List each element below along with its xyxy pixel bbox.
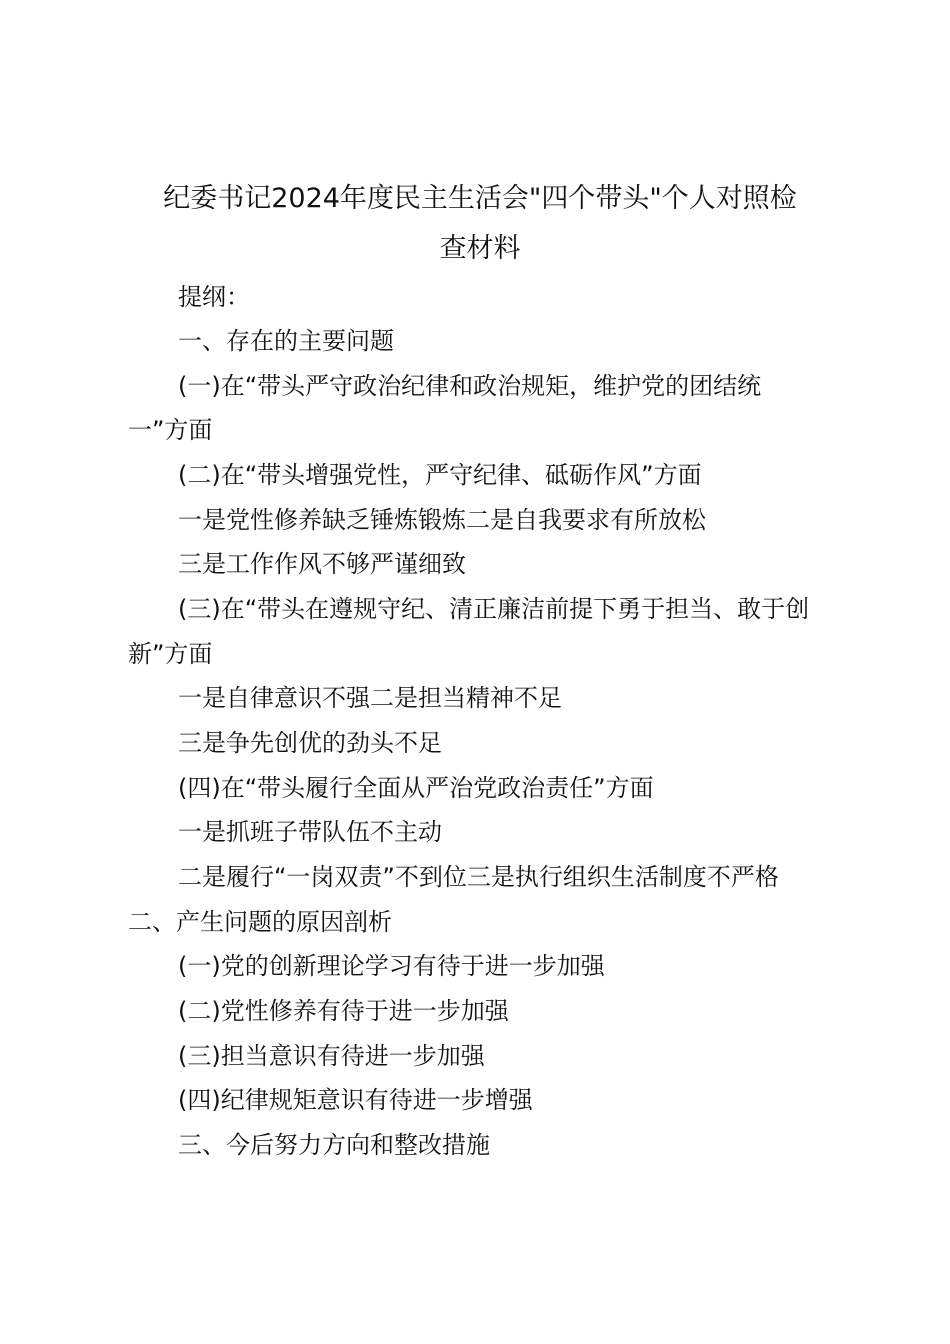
subsection-2-2: (二)党性修养有待于进一步加强	[178, 997, 509, 1025]
section-heading-2: 二、产生问题的原因剖析	[128, 908, 392, 936]
list-item: 二是履行“一岗双责”不到位三是执行组织生活制度不严格	[178, 863, 779, 891]
subsection-2-1: (一)党的创新理论学习有待于进一步加强	[178, 952, 605, 980]
document-title-line-2: 查材料	[439, 233, 521, 264]
document-title-line-1: 纪委书记2024年度民主生活会"四个带头"个人对照检	[163, 183, 797, 214]
list-item: 一是自律意识不强二是担当精神不足	[178, 684, 562, 712]
subsection-1-4: (四)在“带头履行全面从严治党政治责任”方面	[178, 774, 654, 802]
subsection-1-2: (二)在“带头增强党性，严守纪律、砥砺作风”方面	[178, 461, 702, 489]
list-item: 三是工作作风不够严谨细致	[178, 550, 466, 578]
subsection-2-4: (四)纪律规矩意识有待进一步增强	[178, 1086, 533, 1114]
section-heading-1: 一、存在的主要问题	[178, 327, 394, 355]
subsection-1-3: (三)在“带头在遵规守纪、清正廉洁前提下勇于担当、敢于创	[178, 595, 810, 623]
list-item: 三是争先创优的劲头不足	[178, 729, 442, 757]
section-heading-3: 三、今后努力方向和整改措施	[178, 1131, 490, 1159]
outline-label: 提纲：	[178, 283, 250, 311]
subsection-1-1: (一)在“带头严守政治纪律和政治规矩，维护党的团结统	[178, 372, 762, 400]
list-item: 一是抓班子带队伍不主动	[178, 818, 442, 846]
subsection-1-1-cont: 一”方面	[128, 416, 213, 444]
list-item: 一是党性修养缺乏锤炼锻炼二是自我要求有所放松	[178, 506, 706, 534]
subsection-1-3-cont: 新”方面	[128, 640, 213, 668]
subsection-2-3: (三)担当意识有待进一步加强	[178, 1042, 485, 1070]
